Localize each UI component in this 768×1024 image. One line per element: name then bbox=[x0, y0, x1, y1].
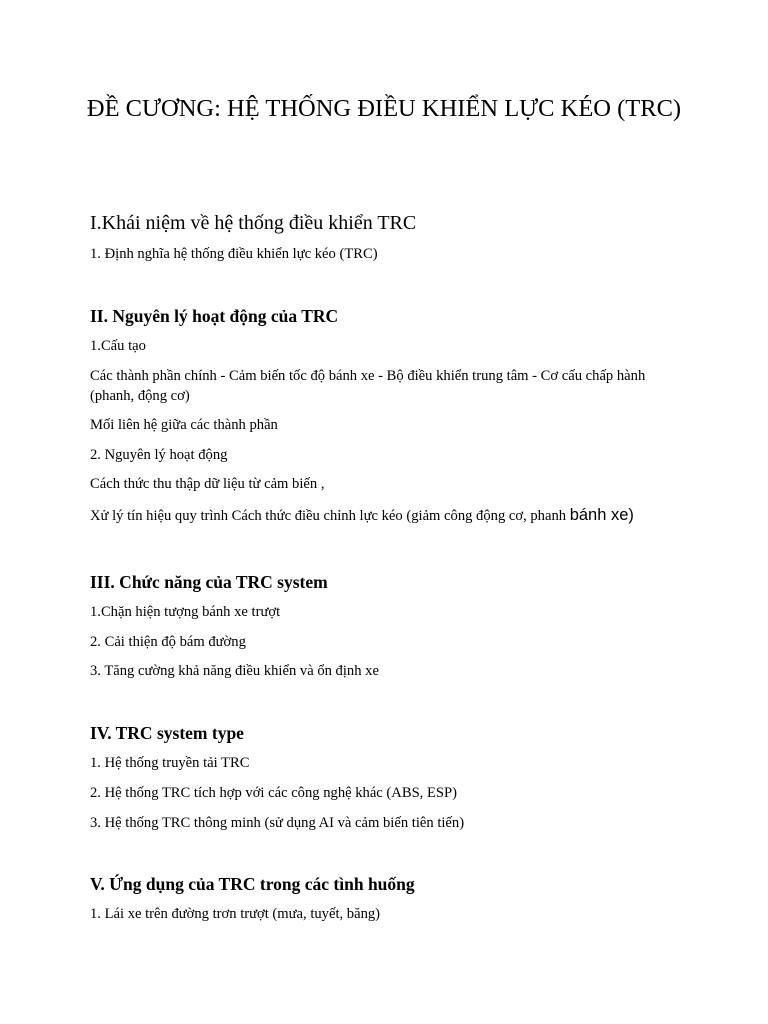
section-4-line-3: 3. Hệ thống TRC thông minh (sử dụng AI và cảm biến tiên tiến) bbox=[90, 815, 465, 831]
section-heading-4: IV. TRC system type bbox=[90, 723, 244, 743]
section-2-line-6 bbox=[90, 506, 690, 527]
section-1-line-1: 1. Định nghĩa hệ thống điều khiển lực kéo (TRC) bbox=[90, 246, 378, 262]
section-3-line-1: 1.Chặn hiện tượng bánh xe trượt bbox=[90, 604, 281, 620]
section-3-line-3: 3. Tăng cường khả năng điều khiển và ổn định xe bbox=[90, 663, 379, 679]
section-2-line-1: 1.Cấu tạo bbox=[90, 338, 146, 354]
section-heading-3: III. Chức năng của TRC system bbox=[90, 572, 328, 592]
section-2-line-6-tail: bánh xe) bbox=[569, 506, 634, 524]
section-2-line-3: Mối liên hệ giữa các thành phần bbox=[90, 417, 278, 433]
section-2-line-6-text: Xử lý tín hiệu quy trình Cách thức điều chỉnh lực kéo (giảm công động cơ, phanh bbox=[90, 508, 570, 524]
section-5-line-1: 1. Lái xe trên đường trơn trượt (mưa, tuyết, băng) bbox=[90, 906, 381, 922]
section-4-line-2: 2. Hệ thống TRC tích hợp với các công nghệ khác (ABS, ESP) bbox=[90, 785, 457, 801]
section-heading-2: II. Nguyên lý hoạt động của TRC bbox=[90, 306, 339, 326]
section-2-line-2: Các thành phần chính - Cảm biến tốc độ bánh xe - Bộ điều khiển trung tâm - Cơ cấu chấp hành (phanh, động cơ) bbox=[90, 368, 646, 404]
section-2-line-5: Cách thức thu thập dữ liệu từ cảm biến , bbox=[90, 476, 325, 492]
section-heading-5: V. Ứng dụng của TRC trong các tình huống bbox=[90, 874, 415, 894]
section-2-line-4: 2. Nguyên lý hoạt động bbox=[90, 447, 228, 463]
section-3-line-2: 2. Cải thiện độ bám đường bbox=[90, 634, 246, 650]
section-4-line-1: 1. Hệ thống truyền tải TRC bbox=[90, 755, 250, 771]
section-heading-1: I.Khái niệm về hệ thống điều khiển TRC bbox=[90, 212, 417, 234]
document-title: ĐỀ CƯƠNG: HỆ THỐNG ĐIỀU KHIỂN LỰC KÉO (TRC) bbox=[86, 95, 682, 122]
